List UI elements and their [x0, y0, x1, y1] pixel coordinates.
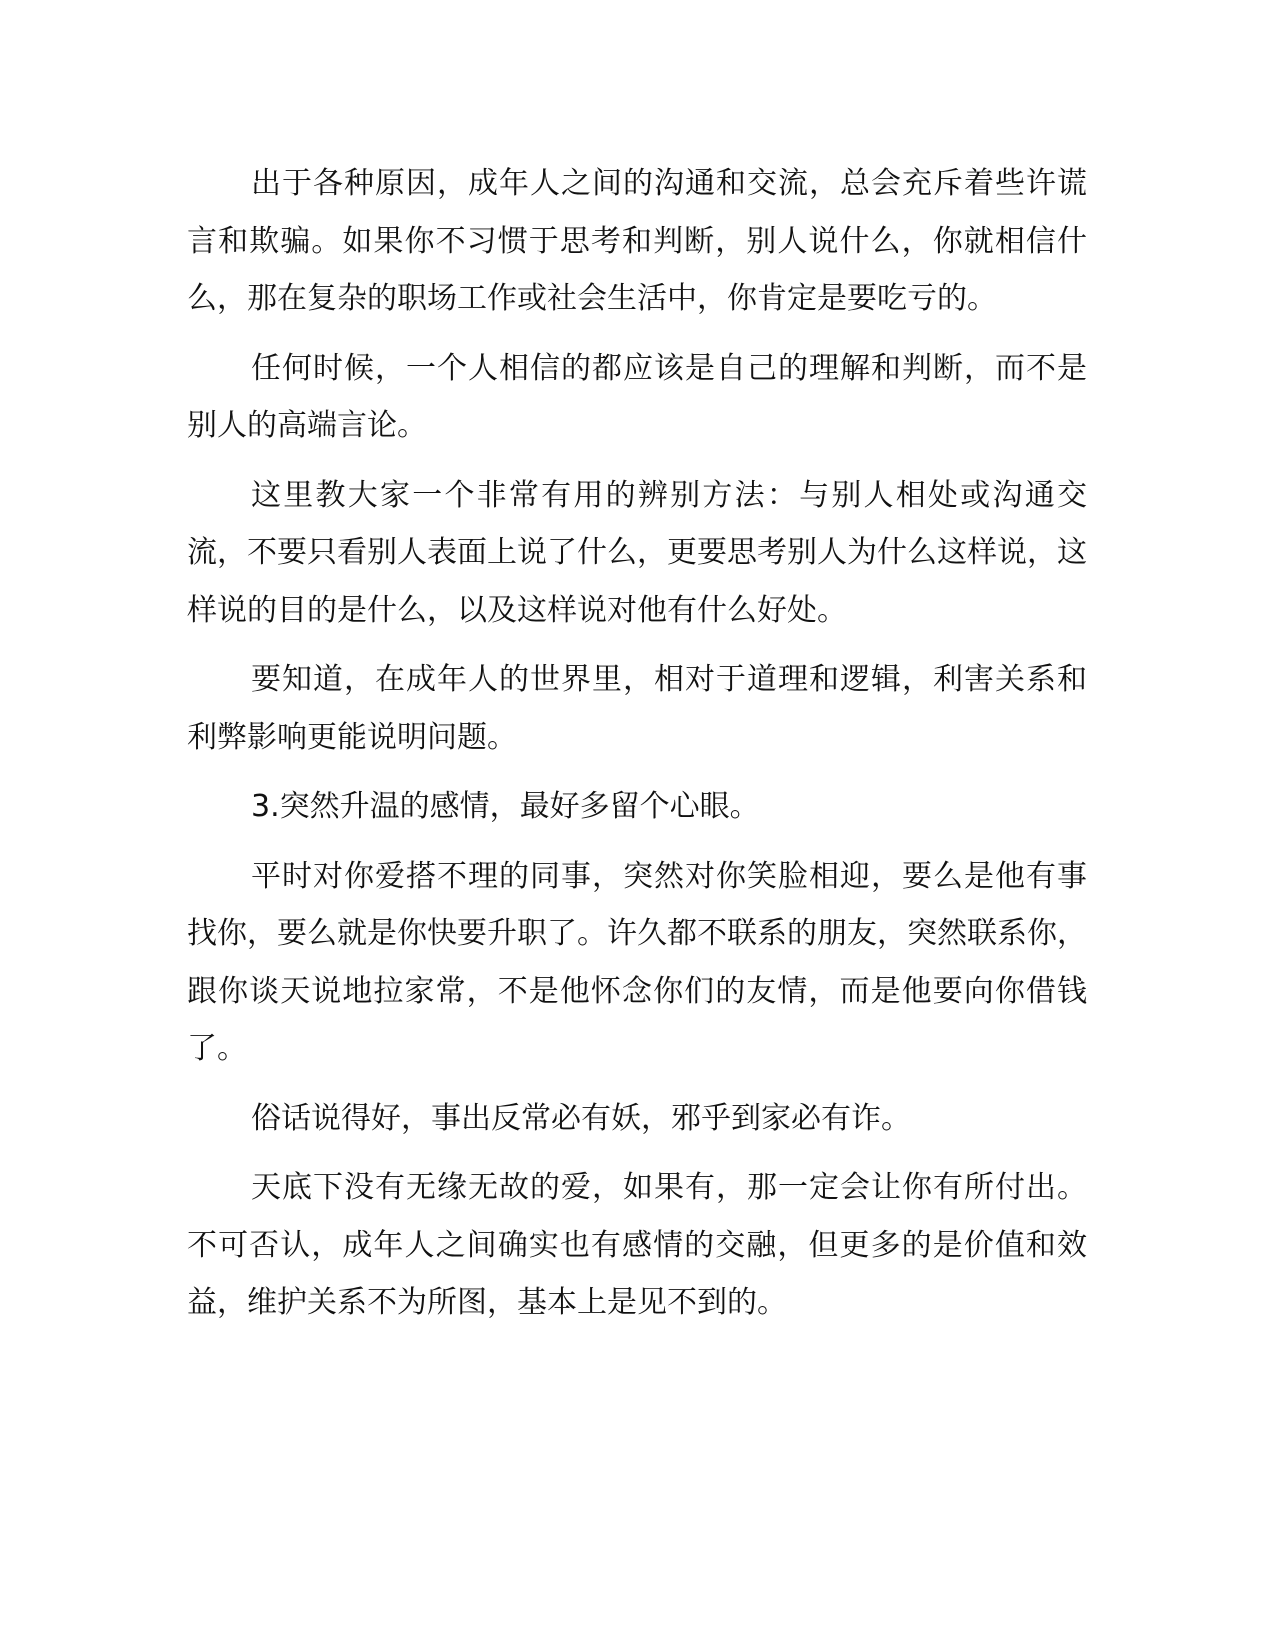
- paragraph: 俗话说得好，事出反常必有妖，邪乎到家必有诈。: [251, 1100, 911, 1136]
- document-body: [187, 155, 1087, 1344]
- paragraph: 要知道，在成年人的世界里，相对于道理和逻辑，利害关系和利弊影响更能说明问题。: [187, 662, 1087, 755]
- paragraph: 天底下没有无缘无故的爱，如果有，那一定会让你有所付出。不可否认，成年人之间确实也有感情的交融，但更多的是价值和效益，维护关系不为所图，基本上是见不到的。: [187, 1170, 1087, 1320]
- paragraph: 任何时候，一个人相信的都应该是自己的理解和判断，而不是别人的高端言论。: [187, 350, 1087, 443]
- section-heading: 3.突然升温的感情，最好多留个心眼。: [251, 789, 760, 824]
- paragraph: 平时对你爱搭不理的同事，突然对你笑脸相迎，要么是他有事找你，要么就是你快要升职了。许久都不联系的朋友，突然联系你，跟你谈天说地拉家常，不是他怀念你们的友情，而是他要向你借钱了。: [187, 858, 1087, 1066]
- paragraph: 出于各种原因，成年人之间的沟通和交流，总会充斥着些许谎言和欺骗。如果你不习惯于思考和判断，别人说什么，你就相信什么，那在复杂的职场工作或社会生活中，你肯定是要吃亏的。: [187, 166, 1087, 316]
- paragraph: 这里教大家一个非常有用的辨别方法：与别人相处或沟通交流，不要只看别人表面上说了什么，更要思考别人为什么这样说，这样说的目的是什么，以及这样说对他有什么好处。: [187, 477, 1087, 628]
